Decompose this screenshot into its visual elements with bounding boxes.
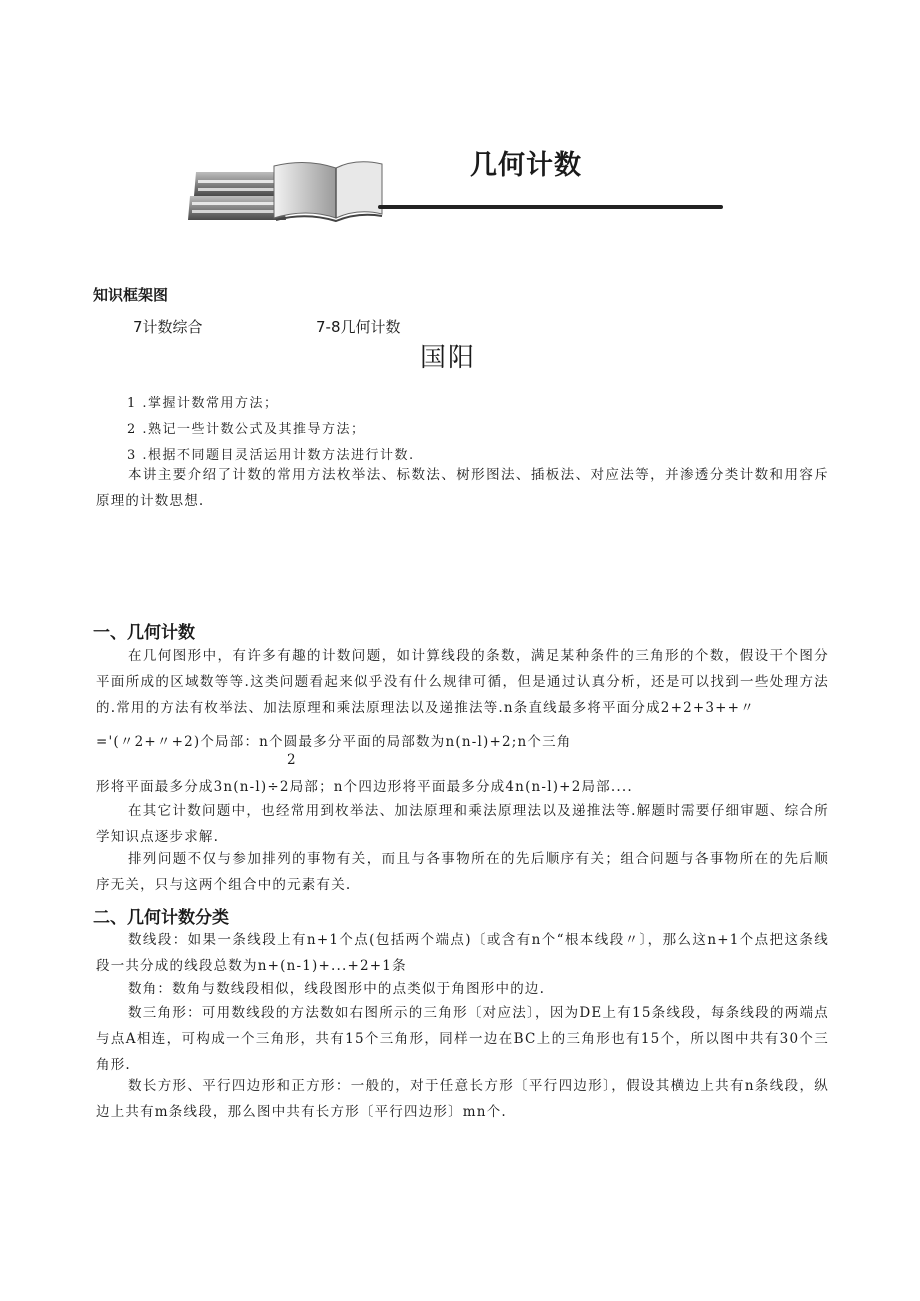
title-rule: [378, 205, 723, 209]
page-title: 几何计数: [470, 150, 582, 181]
fraction-denominator: 2: [287, 752, 297, 768]
intro-paragraph: 本讲主要介绍了计数的常用方法枚举法、标数法、树形图法、插板法、对应法等，并渗透分类计数和用容斥原理的计数思想.: [96, 467, 829, 509]
section1-paragraph-2: 在其它计数问题中，也经常用到枚举法、加法原理和乘法原理法以及递推法等.解题时需要仔细审题、综合所学知识点逐步求解.: [96, 803, 829, 845]
section1-paragraph-3: 排列问题不仅与参加排列的事物有关，而且与各事物所在的先后顺序有关；组合问题与各事物所在的先后顺序无关，只与这两个组合中的元素有关.: [96, 851, 829, 893]
section2-paragraph-3: 数三角形：可用数线段的方法数如右图所示的三角形〔对应法〕，因为DE上有15条线段，每条线段的两端点与点A相连，可构成一个三角形，共有15个三角形，同样一边在BC上的三角形也有15个，所以图中共有30个三角形.: [96, 1005, 829, 1073]
knowledge-heading: 知识框架图: [93, 286, 169, 304]
book-stack-icon: [186, 158, 386, 224]
section2-paragraph-4: 数长方形、平行四边形和正方形：一般的，对于任意长方形〔平行四边形〕，假设其横边上共有n条线段，纵边上共有m条线段，那么图中共有长方形〔平行四边形〕mn个.: [96, 1078, 829, 1120]
goal-item: 2 .熟记一些计数公式及其推导方法；: [127, 422, 366, 437]
framework-node-left: 7计数综合: [133, 318, 203, 336]
goal-item: 3 .根据不同题目灵活运用计数方法进行计数.: [127, 448, 415, 463]
section-heading: 二、几何计数分类: [93, 908, 229, 928]
formula-line: 形将平面最多分成3n(n-l)÷2局部；n个四边形将平面最多分成4n(n-l)+2局部....: [96, 779, 633, 795]
section2-paragraph-2: 数角：数角与数线段相似，线段图形中的点类似于角图形中的边.: [128, 981, 546, 997]
framework-center-label: 国阳: [420, 343, 477, 373]
section2-paragraph-1: 数线段：如果一条线段上有n+1个点(包括两个端点)〔或含有n个“根本线段〃〕，那么这n+1个点把这条线段一共分成的线段总数为n+(n-1)+...+2+1条: [96, 932, 829, 974]
formula-line: ='(〃2+〃+2)个局部：n个圆最多分平面的局部数为n(n-l)+2;n个三角: [96, 734, 572, 750]
framework-node-right: 7-8几何计数: [316, 318, 401, 336]
section1-paragraph-1: 在几何图形中，有许多有趣的计数问题，如计算线段的条数，满足某种条件的三角形的个数，假设干个图分平面所成的区域数等等.这类问题看起来似乎没有什么规律可循，但是通过认真分析，还是可以找到一些处理方法的.常用的方法有枚举法、加法原理和乘法原理法以及递推法等.n条直线最多将平面分成2+2+3++〃: [96, 648, 829, 716]
section-heading: 一、几何计数: [93, 623, 195, 643]
goal-item: 1 .掌握计数常用方法；: [127, 396, 279, 411]
